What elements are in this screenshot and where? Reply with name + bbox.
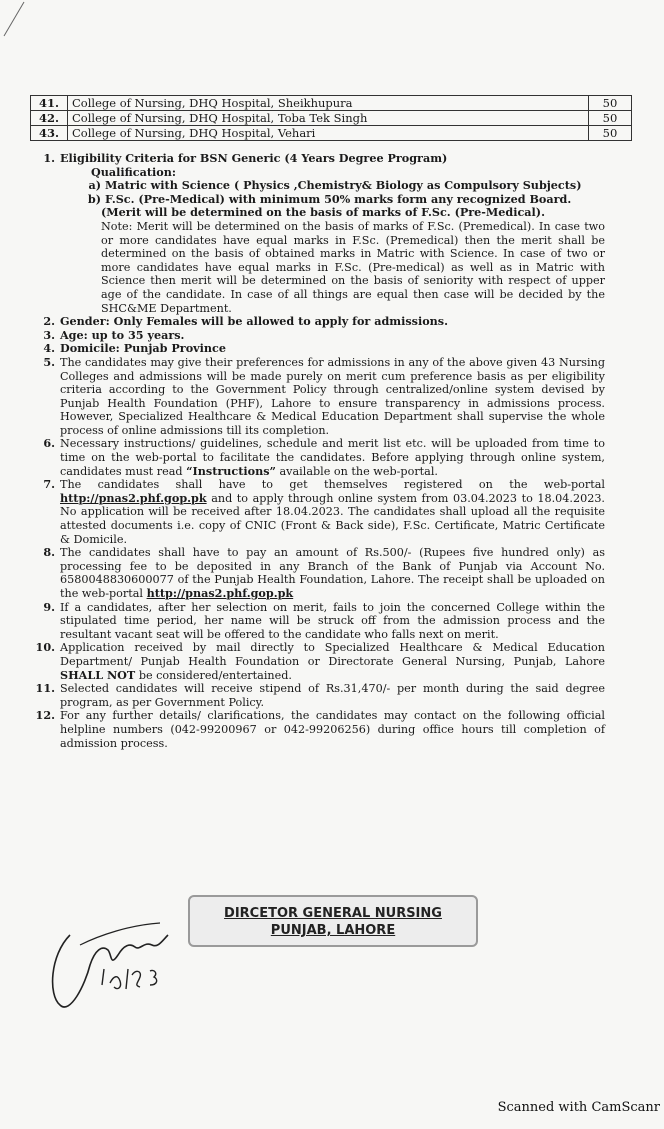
scanner-watermark: Scanned with CamScanr xyxy=(497,1100,660,1115)
item-text: The candidates may give their preferences for admissions in any of the above given 43 Nursing Colleges and admissions will be made purely on merit cum preference basis as per eligibility criteria according to the Government Policy through centralized/online system devised by Punjab Health Foundation (PHF), Lahore to ensure transparency in admissions process. However, Specialized Healthcare & Medical Education Department shall supervise the whole process of online admissions till its completion. xyxy=(60,355,605,437)
seat-count: 50 xyxy=(589,111,632,126)
seat-count: 50 xyxy=(589,96,632,111)
web-portal-link[interactable]: http://pnas2.phf.gop.pk xyxy=(146,586,294,600)
stamp-line: DIRCETOR GENERAL NURSING xyxy=(224,906,442,921)
colleges-table xyxy=(30,95,632,141)
item-text: If a candidates, after her selection on merit, fails to join the concerned College within the stipulated time period, her name will be struck off from the admission process and the resultant vacant seat will be offered to the candidate who falls next on merit. xyxy=(60,600,605,641)
text-span: and to apply through online system from 03.04.2023 to 18.04.2023. No application will be received after 18.04.2023. The candidates shall upload all the requisite attested documents i.e. copy of CNIC (Front & Back side), F.Sc. Certificate, Matric Certificate & Domicile. xyxy=(60,491,605,546)
row-number: 43. xyxy=(31,126,68,141)
stamp-line: PUNJAB, LAHORE xyxy=(270,923,396,938)
sub-item xyxy=(77,179,605,193)
item-number: 4. xyxy=(43,341,55,356)
list-item xyxy=(33,478,605,546)
web-portal-link[interactable]: http://pnas2.phf.gop.pk xyxy=(60,490,207,505)
table-row xyxy=(31,111,632,126)
sub-label: a) xyxy=(88,178,101,193)
table-row xyxy=(31,96,632,111)
official-stamp xyxy=(188,895,478,947)
list-item xyxy=(33,315,605,329)
text-span: available on the web-portal. xyxy=(275,464,438,478)
sub-text: F.Sc. (Pre-Medical) with minimum 50% marks form any recognized Board. xyxy=(105,191,572,206)
shall-not-emphasis: SHALL NOT xyxy=(60,667,136,682)
item-text xyxy=(60,641,605,682)
item-text: Domicile: Punjab Province xyxy=(60,341,226,356)
merit-line: (Merit will be determined on the basis of marks of F.Sc. (Pre-Medical). xyxy=(101,205,545,220)
row-number: 42. xyxy=(31,111,68,126)
list-item xyxy=(33,641,605,682)
text-span: be considered/entertained. xyxy=(135,668,292,682)
item-text xyxy=(60,478,605,546)
qualification-title: Qualification: xyxy=(91,164,176,179)
item-number: 10. xyxy=(35,640,55,655)
college-name: College of Nursing, DHQ Hospital, Vehari xyxy=(68,126,589,141)
item-number: 12. xyxy=(35,708,55,723)
item-number: 3. xyxy=(43,327,55,342)
item-text: Gender: Only Females will be allowed to apply for admissions. xyxy=(60,314,448,329)
item-number: 9. xyxy=(43,599,55,614)
instructions-emphasis: “Instructions” xyxy=(186,463,276,478)
seat-count: 50 xyxy=(589,126,632,141)
item-number: 1. xyxy=(43,151,55,165)
item-text xyxy=(60,546,605,600)
document-body xyxy=(33,152,605,750)
table-row xyxy=(31,126,632,141)
merit-note: Note: Merit will be determined on the basis of marks of F.Sc. (Premedical). In case two or more candidates have equal marks in F.Sc. (Premedical) then the merit shall be determined on the basis of obtained marks in Matric with Science. In case of two or more candidates have equal marks in F.Sc. (Pre-medical) as well as in Matric with Science then merit will be determined on the basis of seniority with respect of upper age of the candidate. In case of all things are equal then case will be decided by the SHC&ME Department. xyxy=(101,219,605,315)
row-number: 41. xyxy=(31,96,68,111)
handwritten-signature xyxy=(40,905,180,1025)
text-span: The candidates shall have to get themselves registered on the web-portal xyxy=(60,478,605,492)
list-item xyxy=(33,709,605,750)
criteria-heading: Eligibility Criteria for BSN Generic (4 Years Degree Program) xyxy=(60,151,448,165)
item-text: Selected candidates will receive stipend of Rs.31,470/- per month during the said degree program, as per Government Policy. xyxy=(60,682,605,709)
sub-item xyxy=(77,193,605,207)
item-text: Age: up to 35 years. xyxy=(60,327,185,342)
item-text xyxy=(60,437,605,478)
item-number: 6. xyxy=(43,436,55,451)
list-item xyxy=(33,329,605,343)
college-name: College of Nursing, DHQ Hospital, Sheikhupura xyxy=(68,96,589,111)
item-number: 5. xyxy=(43,354,55,369)
list-item xyxy=(33,601,605,642)
list-item xyxy=(33,356,605,438)
scan-corner-mark xyxy=(0,0,30,40)
sub-text: Matric with Science ( Physics ,Chemistry& Biology as Compulsory Subjects) xyxy=(105,178,582,193)
item-text: For any further details/ clarifications, the candidates may contact on the following official helpline numbers (042-99200967 or 042-99206256) during office hours till completion of admission process. xyxy=(60,709,605,750)
item-number: 8. xyxy=(43,545,55,560)
list-item xyxy=(33,437,605,478)
item-number: 11. xyxy=(35,681,55,696)
text-span: The candidates shall have to pay an amount of Rs.500/- (Rupees five hundred only) as processing fee to be deposited in any Branch of the Bank of Punjab via Account No. 6580048830600077 of the Punjab Health Foundation, Lahore. The receipt shall be uploaded on the web-portal xyxy=(60,546,605,600)
sub-label: b) xyxy=(87,191,101,206)
item-number: 7. xyxy=(43,477,55,492)
list-item xyxy=(33,682,605,709)
college-name: College of Nursing, DHQ Hospital, Toba Tek Singh xyxy=(68,111,589,126)
list-item xyxy=(33,546,605,600)
text-span: Application received by mail directly to Specialized Healthcare & Medical Education Department/ Punjab Health Foundation or Directorate General Nursing, Punjab, Lahore xyxy=(60,641,605,668)
text-span: Necessary instructions/ guidelines, schedule and merit list etc. will be uploaded from time to time on the web-portal to facilitate the candidates. Before applying through online system, candidates must read xyxy=(60,437,605,478)
item-number: 2. xyxy=(43,314,55,329)
list-item xyxy=(33,342,605,356)
list-item xyxy=(33,152,605,166)
